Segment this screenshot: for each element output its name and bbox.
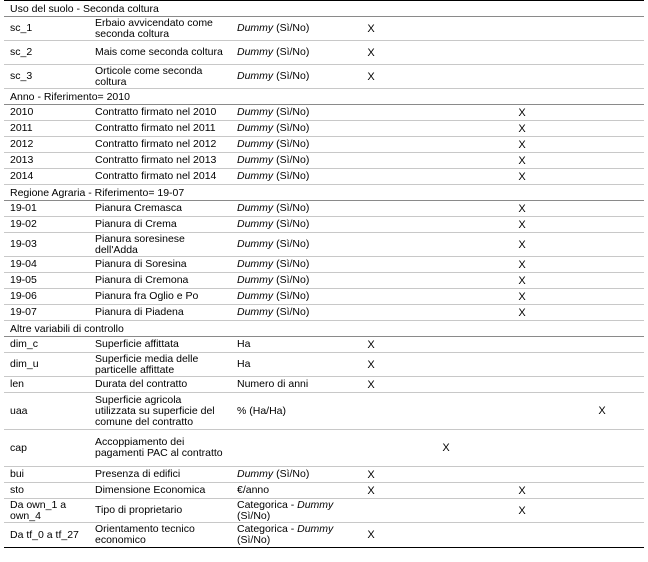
table-row	[4, 337, 644, 353]
variable-unit	[237, 430, 357, 466]
table-row	[4, 289, 644, 305]
table-row	[4, 273, 644, 289]
variable-code: 19-06	[10, 290, 37, 302]
variable-description: Contratto firmato nel 2014	[95, 170, 217, 182]
variable-unit: Dummy (Sì/No)	[237, 106, 310, 118]
expected-sign-mark: X	[518, 122, 526, 135]
variable-description: Contratto firmato nel 2013	[95, 154, 217, 166]
section-header-row	[4, 1, 644, 17]
variable-description: Durata del contratto	[95, 378, 188, 390]
variables-table	[4, 0, 644, 548]
variable-code: 19-07	[10, 306, 37, 318]
variable-code: 2012	[10, 138, 34, 150]
expected-sign-mark: X	[518, 218, 526, 231]
variable-code: sc_3	[10, 70, 33, 82]
section-title: Altre variabili di controllo	[10, 322, 124, 335]
expected-sign-mark: X	[367, 484, 375, 497]
variable-description: Mais come seconda coltura	[95, 46, 223, 58]
expected-sign-mark: X	[518, 154, 526, 167]
table-row	[4, 305, 644, 321]
expected-sign-mark: X	[518, 274, 526, 287]
variable-code: 19-02	[10, 218, 37, 230]
variable-unit: Dummy (Sì/No)	[237, 46, 310, 58]
expected-sign-mark: X	[367, 358, 375, 371]
variable-description: Accoppiamento dei pagamenti PAC al contratto	[95, 436, 223, 459]
variable-description: Pianura fra Oglio e Po	[95, 290, 199, 302]
variable-unit: Numero di anni	[237, 378, 309, 390]
section-header-row	[4, 185, 644, 201]
variable-unit: Categorica - Dummy (Sì/No)	[237, 523, 334, 546]
expected-sign-mark: X	[518, 484, 526, 497]
variable-unit: Dummy (Sì/No)	[237, 138, 310, 150]
expected-sign-mark: X	[518, 238, 526, 251]
variable-unit: Dummy (Sì/No)	[237, 306, 310, 318]
expected-sign-mark: X	[518, 306, 526, 319]
variable-description: Superficie media delle particelle affittate	[95, 352, 199, 376]
table-row	[4, 430, 644, 467]
table-row	[4, 121, 644, 137]
variable-unit: Dummy (Sì/No)	[237, 258, 310, 270]
variable-unit: Dummy (Sì/No)	[237, 468, 310, 480]
table-row	[4, 483, 644, 499]
section-title: Uso del suolo - Seconda coltura	[10, 2, 159, 15]
section-title: Anno - Riferimento= 2010	[10, 90, 130, 103]
variable-description: Pianura Cremasca	[95, 202, 182, 214]
expected-sign-mark: X	[518, 170, 526, 183]
expected-sign-mark: X	[367, 468, 375, 481]
variable-description: Dimensione Economica	[95, 484, 206, 496]
expected-sign-mark: X	[442, 442, 450, 454]
variable-description: Pianura di Piadena	[95, 306, 184, 318]
table-row	[4, 169, 644, 185]
variable-unit: Dummy (Sì/No)	[237, 154, 310, 166]
variable-description: Tipo di proprietario	[95, 504, 183, 516]
variable-code: sto	[10, 484, 25, 496]
section-header-row	[4, 321, 644, 337]
variable-code: 2013	[10, 154, 34, 166]
expected-sign-mark: X	[518, 106, 526, 119]
variable-code: 19-01	[10, 202, 37, 214]
expected-sign-mark: X	[367, 378, 375, 391]
variable-code: 19-03	[10, 238, 37, 250]
variable-code: cap	[10, 441, 27, 454]
variable-unit: Ha	[237, 358, 251, 370]
variable-unit: Dummy (Sì/No)	[237, 122, 310, 134]
variable-description: Pianura di Cremona	[95, 274, 189, 286]
expected-sign-mark: X	[367, 46, 375, 59]
variable-unit: Categorica - Dummy (Sì/No)	[237, 498, 334, 522]
variable-description: Pianura soresinese dell'Adda	[95, 232, 185, 256]
table-row	[4, 17, 644, 41]
table-row	[4, 467, 644, 483]
variable-description: Contratto firmato nel 2012	[95, 138, 217, 150]
expected-sign-mark: X	[367, 70, 375, 83]
variable-unit: Dummy (Sì/No)	[237, 238, 310, 250]
variable-code: 2011	[10, 122, 33, 134]
variable-code: 19-05	[10, 274, 37, 286]
expected-sign-mark: X	[367, 338, 375, 351]
variable-unit: Dummy (Sì/No)	[237, 70, 310, 82]
table-row	[4, 257, 644, 273]
variable-code: 2014	[10, 170, 34, 182]
variable-code: 2010	[10, 106, 34, 118]
expected-sign-mark: X	[518, 290, 526, 303]
variable-code: 19-04	[10, 258, 37, 270]
variable-description: Pianura di Crema	[95, 218, 177, 230]
variable-unit: Dummy (Sì/No)	[237, 170, 310, 182]
expected-sign-mark: X	[367, 529, 375, 541]
table-row	[4, 499, 644, 523]
expected-sign-mark: X	[518, 504, 526, 517]
table-row	[4, 153, 644, 169]
variable-unit: Dummy (Sì/No)	[237, 202, 310, 214]
section-header-row	[4, 89, 644, 105]
variable-description: Erbaio avvicendato come seconda coltura	[95, 16, 213, 40]
variable-description: Superficie agricola utilizzata su superficie del comune del contratto	[95, 393, 215, 428]
variable-code: Da own_1 a own_4	[10, 498, 67, 522]
table-row	[4, 217, 644, 233]
variable-code: dim_c	[10, 338, 39, 350]
variable-unit: Dummy (Sì/No)	[237, 22, 310, 34]
variable-code: sc_2	[10, 46, 33, 58]
section-title: Regione Agraria - Riferimento= 19-07	[10, 186, 185, 199]
variable-description: Presenza di edifici	[95, 468, 181, 480]
table-row	[4, 523, 644, 547]
variable-unit: Dummy (Sì/No)	[237, 218, 310, 230]
expected-sign-mark: X	[518, 138, 526, 151]
expected-sign-mark: X	[598, 405, 606, 417]
variable-unit: €/anno	[237, 484, 270, 496]
table-row	[4, 233, 644, 257]
variable-code: Da tf_0 a tf_27	[10, 528, 79, 541]
expected-sign-mark: X	[367, 22, 375, 35]
variable-code: sc_1	[10, 22, 33, 34]
table-row	[4, 41, 644, 65]
table-row	[4, 65, 644, 89]
variable-unit: Dummy (Sì/No)	[237, 274, 310, 286]
variable-description: Orticole come seconda coltura	[95, 64, 203, 88]
table-row	[4, 393, 644, 430]
variable-description: Contratto firmato nel 2011	[95, 122, 216, 134]
table-row	[4, 201, 644, 217]
variable-unit: Ha	[237, 338, 251, 350]
variable-code: dim_u	[10, 358, 39, 370]
table-row	[4, 353, 644, 377]
expected-sign-mark: X	[518, 258, 526, 271]
variable-description: Contratto firmato nel 2010	[95, 106, 217, 118]
variable-code: len	[10, 378, 25, 390]
variable-code: bui	[10, 468, 25, 480]
variable-unit: % (Ha/Ha)	[237, 404, 287, 417]
variable-description: Pianura di Soresina	[95, 258, 187, 270]
variable-code: uaa	[10, 404, 28, 417]
variable-description: Orientamento tecnico economico	[95, 523, 195, 546]
variable-description: Superficie affittata	[95, 338, 179, 350]
table-row	[4, 377, 644, 393]
variable-unit: Dummy (Sì/No)	[237, 290, 310, 302]
table-row	[4, 137, 644, 153]
table-row	[4, 105, 644, 121]
expected-sign-mark: X	[518, 202, 526, 215]
